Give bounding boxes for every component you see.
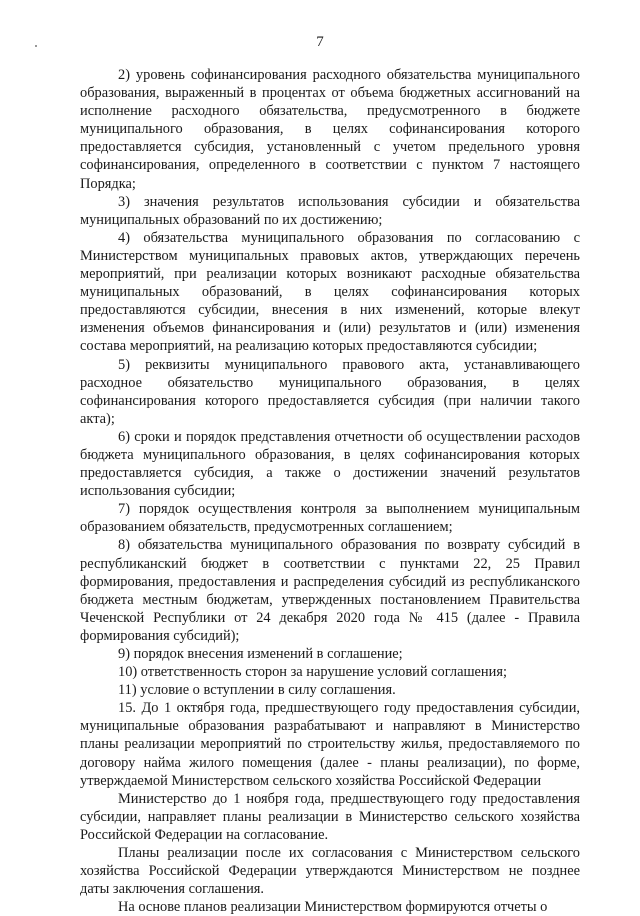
paragraph-item-4: 4) обязательства муниципального образования по согласованию с Министерством муниципальных правовых актов, утверждающих перечень мероприятий, при реализации которых возникают расходные обязательства муниципальных образований, в целях софинансирования которых предоставляются субсидии, внесения в них изменений, которые влекут изменения объемов финансирования и (или) результатов и (или) изменения состава мероприятий, на реализацию которых предоставляются субсидии; <box>80 229 580 355</box>
paragraph-plans-approval: Планы реализации после их согласования с Министерством сельского хозяйства Российской Федерации утверждаются Министерством не позднее даты заключения соглашения. <box>80 845 580 898</box>
paragraph-item-9: 9) порядок внесения изменений в соглашение; <box>118 646 403 662</box>
paragraph-item-11: 11) условие о вступлении в силу соглашения. <box>118 682 396 699</box>
paragraph-reports: На основе планов реализации Министерством формируются отчеты о <box>118 899 548 916</box>
paragraph-ministry-deadline: Министерство до 1 ноября года, предшествующего году предоставления субсидии, направляет планы реализации в Министерство сельского хозяйства Российской Федерации на согласование. <box>80 790 580 843</box>
paragraph-section-15: 15. До 1 октября года, предшествующего году предоставления субсидии, муниципальные образования разрабатывают и направляют в Министерство планы реализации мероприятий по строительству жилья, предоставляемого по договору найма жилого помещения (далее - планы реализации), по форме, утверждаемой Министерством сельского хозяйства Российской Федерации <box>80 700 580 789</box>
paragraph-item-6: 6) сроки и порядок представления отчетности об осуществлении расходов бюджета муниципального образования, в целях софинансирования которых предоставляется субсидия, а также о достижении значений результатов использования субсидии; <box>80 428 580 500</box>
paragraph-item-7: 7) порядок осуществления контроля за выполнением муниципальным образованием обязательств, предусмотренных соглашением; <box>80 501 580 536</box>
paragraph-item-8: 8) обязательства муниципального образования по возврату субсидий в республиканский бюджет в соответствии с пунктами 22, 25 Правил формирования, предоставления и распределения субсидий из республиканского бюджета местным бюджетам, утвержденных постановлением Правительства Чеченской Республики от 24 декабря 2020 года № 415 (далее - Правила формирования субсидий); <box>80 537 580 644</box>
paragraph-item-2: 2) уровень софинансирования расходного обязательства муниципального образования, выраженный в процентах от объема бюджетных ассигнований на исполнение расходного обязательства, предусмотренного в бюджете муниципального образования, в целях софинансирования которого предоставляется субсидия, установленный с учетом предельного уровня софинансирования, определенного в соответствии с пунктом 7 настоящего Порядка; <box>80 67 580 192</box>
paragraph-item-5: 5) реквизиты муниципального правового акта, устанавливающего расходное обязательство муниципального образования, в целях софинансирования которого предоставляется субсидия (при наличии такого акта); <box>80 356 580 427</box>
page-number: 7 <box>316 34 324 50</box>
document-body <box>80 66 580 916</box>
paragraph-item-3: 3) значения результатов использования субсидии и обязательства муниципальных образований по их достижению; <box>80 193 580 228</box>
paragraph-item-10: 10) ответственность сторон за нарушение условий соглашения; <box>118 664 507 681</box>
